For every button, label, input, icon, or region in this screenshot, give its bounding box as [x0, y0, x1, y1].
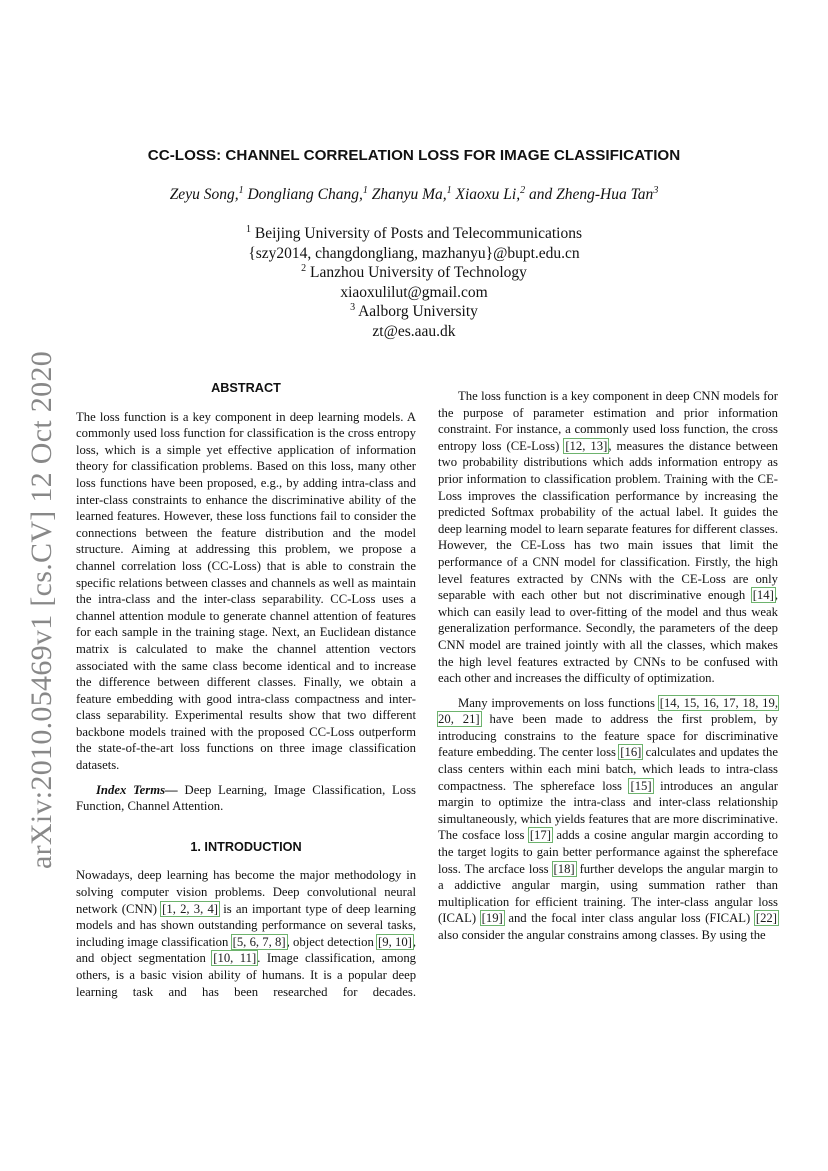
author-affiliation-mark: 1 [446, 185, 452, 196]
introduction-heading: 1. INTRODUCTION [190, 839, 302, 854]
affiliation-1-name: Beijing University of Posts and Telecommunications [254, 225, 582, 242]
author-name: Dongliang Chang, [247, 186, 363, 203]
citation-link[interactable]: [16] [620, 745, 642, 760]
citation-link[interactable]: [14, 15, 16, 17, 18, 19, 20, 21] [438, 695, 778, 727]
affiliation-3-name: Aalborg University [358, 303, 478, 321]
citation-link[interactable]: [12, 13] [565, 438, 608, 453]
affiliation-2 [0, 263, 828, 283]
intro-paragraph-1: Nowadays, deep learning has become the major methodology in solving computer vision problems. Deep convolutional neural network (CNN) [1, 2, 3, 4] is an important type of deep learning models and has shown outstanding performance on several tasks, including image classification [5, 6, 7, 8], object detection [9, 10], and object segmentation [10, 11]. Image classification, among others, is a basic vision ability of humans. It is a popular deep learning task and has been researched for decades. [76, 868, 417, 999]
author-affiliation-mark: 1 [362, 185, 368, 196]
citation-link[interactable]: [10, 11] [213, 951, 257, 966]
author-name: Zeyu Song, [169, 186, 239, 203]
citation-link[interactable]: [22] [755, 911, 777, 926]
author-list [0, 186, 828, 204]
affiliation-2-name: Lanzhou University of Technology [310, 264, 527, 282]
arxiv-identifier: arXiv:2010.05469v1 [cs.CV] 12 Oct 2020 [25, 350, 58, 870]
paper-title: CC-LOSS: CHANNEL CORRELATION LOSS FOR IMAGE CLASSIFICATION [147, 147, 681, 164]
citation-link[interactable]: [1, 2, 3, 4] [162, 901, 219, 916]
affiliations [0, 224, 828, 342]
affiliation-3-email: zt@es.aau.dk [372, 322, 456, 340]
author-affiliation-mark: 3 [653, 185, 659, 196]
citation-link[interactable]: [17] [529, 828, 551, 843]
arxiv-side-stamp [22, 350, 62, 870]
abstract-body: The loss function is a key component in deep learning models. A commonly used loss function for classification is the cross entropy loss, which is a simple yet effective application of information theory for classification problems. Based on this loss, many other loss functions have been proposed, e.g., by adding intra-class and inter-class constraints to enhance the discriminative ability of the learned features. However, these loss functions fail to consider the connections between the feature distribution and the model structure. Aiming at addressing this problem, we propose a channel correlation loss (CC-Loss) that is able to constrain the specific relations between classes and channels as well as maintain the intra-class and the inter-class separability. CC-Loss uses a channel attention module to generate channel attention of features for each sample in the training stage. Next, an Euclidean distance matrix is calculated to make the channel attention vectors associated with the same class become identical and to increase the difference between different classes. Finally, we obtain a feature embedding with good intra-class compactness and inter-class separability. Experimental results show that two different backbone models trained with the proposed CC-Loss outperform the state-of-the-art loss functions on three image classification datasets. [76, 409, 416, 773]
left-column [76, 380, 416, 1000]
affiliation-2-email: xiaoxulilut@gmail.com [340, 283, 488, 301]
citation-link[interactable]: [19] [481, 911, 503, 926]
citation-link[interactable]: [18] [553, 861, 575, 876]
index-terms-label: Index Terms— [96, 782, 178, 797]
affiliation-1 [0, 224, 828, 244]
author-name: Zhanyu Ma, [371, 186, 447, 203]
affiliation-1-email: {szy2014, changdongliang, mazhanyu}@bupt.edu.cn [248, 244, 580, 262]
citation-link[interactable]: [14] [752, 588, 774, 603]
citation-link[interactable]: [9, 10] [378, 934, 412, 949]
citation-link[interactable]: [15] [630, 778, 652, 793]
author-name: Xiaoxu Li, [455, 186, 521, 203]
author-affiliation-mark: 2 [520, 185, 526, 196]
affiliation-3-mark: 3 [350, 302, 356, 314]
author-name: and Zheng-Hua Tan [529, 186, 654, 203]
intro-paragraph-2: The loss function is a key component in deep CNN models for the purpose of parameter estimation and prior information constraint. For instance, a commonly used loss function, the cross entropy loss (CE-Loss) [12, 13], measures the distance between two probability distributions which adds information entropy as prior information to classification problem. Training with the CE-Loss improves the classification performance by increasing the predicted Softmax probability of the actual label. It guides the deep learning model to learn separate features for different classes. However, the CE-Loss has two main issues that limit the performance of a CNN model for classification. Firstly, the high level features extracted by CNNs with the CE-Loss are only separable with each other but not discriminative enough [14], which can easily lead to over-fitting of the model and thus weak generalization performance. Secondly, the parameters of the deep CNN model are trained jointly with all the classes, which makes the high level features extracted by CNNs to be confused with each other and increases the difficulty of optimization. [438, 389, 779, 686]
affiliation-2-mark: 2 [301, 263, 307, 275]
abstract-heading: ABSTRACT [211, 381, 281, 395]
affiliation-1-mark: 1 [246, 224, 251, 235]
citation-link[interactable]: [5, 6, 7, 8] [232, 934, 286, 949]
intro-paragraph-3: Many improvements on loss functions [14, 15, 16, 17, 18, 19, 20, 21] have been made to address the first problem, by introducing constrains to the feature space for discriminative feature embedding. The center loss [16] calculates and updates the class centers within each mini batch, which leads to intra-class compactness. The sphereface loss [15] introduces an angular margin to optimize the intra-class and inter-class relationship simultaneously, which yields features that are more discriminative. The cosface loss [17] adds a cosine angular margin according to the target logits to gain better performance against the sphereface loss. The arcface loss [18] further develops the angular margin to a addictive angular margin, using summation rather than multiplication for efficient training. The inter-class angular loss (ICAL) [19] and the focal inter class angular loss (FICAL) [22] also consider the angular constrains among classes. By using the [438, 695, 779, 942]
author-affiliation-mark: 1 [238, 185, 244, 196]
affiliation-3 [0, 302, 828, 322]
index-terms-list: Deep Learning, Image Classification, Loss Function, Channel Attention. [76, 782, 416, 814]
index-terms [76, 782, 416, 815]
right-column [438, 380, 778, 944]
